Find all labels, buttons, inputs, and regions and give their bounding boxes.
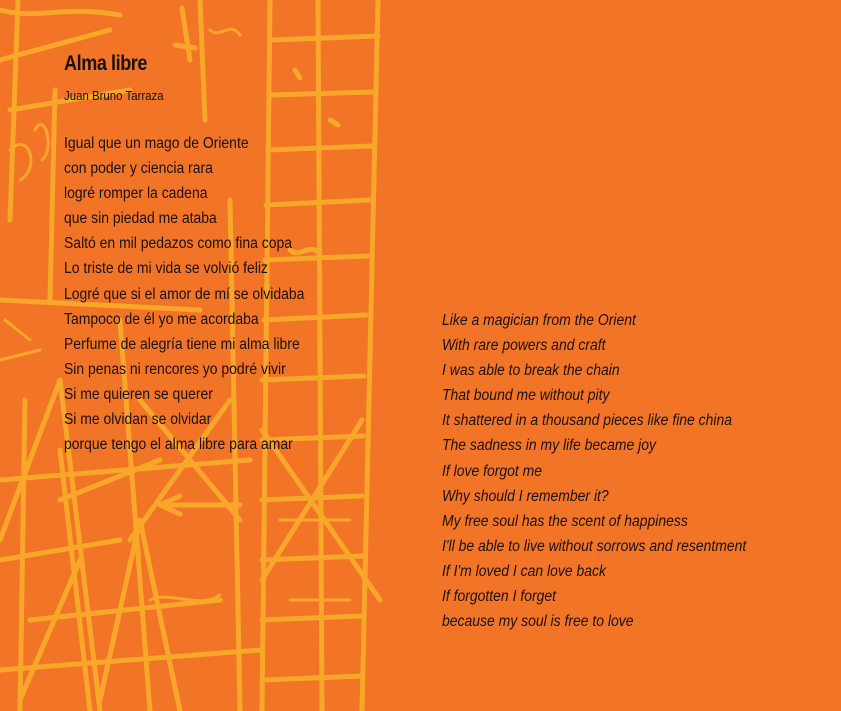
poem-line: Si me olvidan se olvidar xyxy=(64,411,212,429)
english-translation xyxy=(442,308,780,634)
translation-line: It shattered in a thousand pieces like fine china xyxy=(442,412,733,430)
translation-line: If I'm loved I can love back xyxy=(442,562,606,580)
poem-author: Juan Bruno Tarraza xyxy=(64,88,164,103)
poem-line: Tampoco de él yo me acordaba xyxy=(64,310,259,328)
poem-line: porque tengo el alma libre para amar xyxy=(64,436,293,454)
translation-line: I was able to break the chain xyxy=(442,362,620,380)
spanish-poem xyxy=(64,131,331,457)
translation-line: With rare powers and craft xyxy=(442,337,606,355)
poem-line: Perfume de alegría tiene mi alma libre xyxy=(64,335,300,353)
poem-line: que sin piedad me ataba xyxy=(64,210,217,228)
translation-line: That bound me without pity xyxy=(442,387,610,405)
poem-line: Saltó en mil pedazos como fina copa xyxy=(64,235,292,253)
translation-line: Like a magician from the Orient xyxy=(442,312,636,329)
poem-line: Igual que un mago de Oriente xyxy=(64,135,249,152)
poem-title: Alma libre xyxy=(64,52,148,75)
poem-line: logré romper la cadena xyxy=(64,185,208,203)
poem-line: Logré que si el amor de mí se olvidaba xyxy=(64,285,305,303)
translation-line: If forgotten I forget xyxy=(442,588,557,606)
translation-line: I'll be able to live without sorrows and resentment xyxy=(442,537,747,555)
poem-line: Si me quieren se querer xyxy=(64,385,213,403)
translation-line: Why should I remember it? xyxy=(442,487,609,505)
translation-line: If love forgot me xyxy=(442,462,543,480)
translation-line: because my soul is free to love xyxy=(442,613,634,631)
translation-line: My free soul has the scent of happiness xyxy=(442,512,688,530)
poem-line: Lo triste de mi vida se volvió feliz xyxy=(64,260,268,278)
poem-line: con poder y ciencia rara xyxy=(64,160,213,178)
poem-line: Sin penas ni rencores yo podré vivir xyxy=(64,360,286,378)
translation-line: The sadness in my life became joy xyxy=(442,437,657,455)
